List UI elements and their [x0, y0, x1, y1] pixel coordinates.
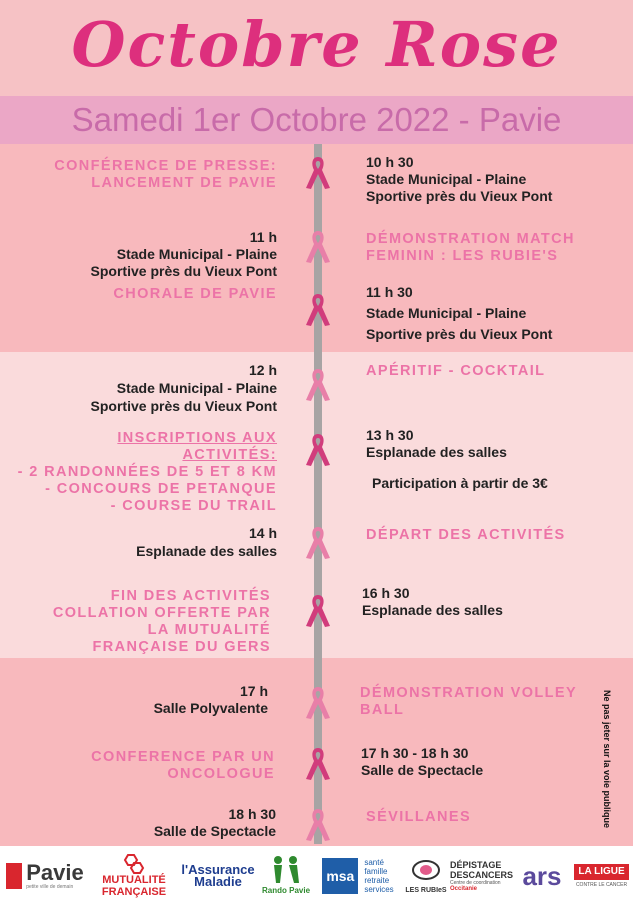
logo-msa [312, 846, 404, 906]
activity-line: LANCEMENT DE PAVIE [91, 175, 277, 191]
event-6-activity: DÉPART DES ACTIVITÉS [366, 527, 566, 543]
logo-text: LA LIGUE [574, 864, 628, 880]
event-time: 12 h [248, 362, 277, 378]
logo-text: Occitanie [450, 886, 478, 892]
activity-line: BALL [360, 702, 405, 718]
activity-line: FIN DES ACTIVITÉS [110, 588, 271, 604]
event-place: Stade Municipal - Plaine [116, 380, 277, 396]
event-5-price: Participation à partir de 3€ [372, 475, 548, 491]
activity-list-item: - 2 RANDONNÉES DE 5 ET 8 KM [17, 464, 277, 480]
hexagon-icon [121, 854, 147, 874]
logo-text: Rando Pavie [262, 886, 311, 895]
activity-line: DÉMONSTRATION MATCH [366, 231, 575, 247]
logo-text: FRANÇAISE [101, 886, 167, 898]
logo-rando-pavie [262, 846, 310, 906]
event-time: 13 h 30 [366, 427, 414, 443]
event-10-activity: SÉVILLANES [366, 809, 472, 825]
event-9-activity [91, 749, 275, 783]
activity-heading: INSCRIPTIONS AUX [117, 430, 277, 446]
sponsor-logos [0, 846, 633, 906]
activity-line: FRANÇAISE DU GERS [92, 639, 271, 655]
event-place: Esplanade des salles [362, 602, 503, 618]
event-place: Sportive près du Vieux Pont [90, 398, 277, 414]
logo-text: Maladie [194, 874, 242, 889]
activity-line: DÉMONSTRATION VOLLEY [360, 685, 578, 701]
pink-ribbon-icon [303, 684, 333, 722]
activity-line: LA MUTUALITÉ [147, 622, 271, 638]
pink-ribbon-icon [303, 431, 333, 469]
logo-rubies [404, 846, 448, 906]
logo-text: famille [364, 867, 388, 876]
logo-text: DÉPISTAGE [450, 860, 502, 870]
event-time: 14 h [248, 525, 277, 541]
logo-text: santé [364, 858, 384, 867]
event-place: Sportive près du Vieux Pont [90, 263, 277, 279]
logo-pavie [0, 846, 90, 906]
event-place: Salle de Spectacle [153, 823, 276, 839]
activity-line: CONFÉRENCE DE PRESSE: [54, 158, 277, 174]
pink-ribbon-icon [303, 806, 333, 844]
pink-ribbon-icon [303, 291, 333, 329]
logo-assurance-maladie [176, 846, 260, 906]
event-4-activity [366, 363, 545, 380]
logo-text: MUTUALITÉ [102, 874, 166, 886]
event-place: Sportive près du Vieux Pont [366, 188, 553, 204]
activity-heading: ACTIVITÉS: [182, 447, 277, 463]
logo-ars [516, 846, 568, 906]
event-5-activity [18, 430, 277, 515]
logo-text: LES RUBIeS [405, 887, 447, 894]
event-4-details [91, 361, 277, 415]
event-time: 10 h 30 [366, 154, 414, 170]
event-time: 16 h 30 [362, 585, 410, 601]
page-title: Octobre Rose [0, 0, 633, 96]
event-place: Salle de Spectacle [361, 762, 484, 778]
event-8-details [154, 683, 268, 717]
event-time: 11 h [249, 229, 277, 245]
event-3-activity [113, 286, 277, 303]
logo-text: petite ville de demain [26, 884, 74, 890]
activity-line: ONCOLOGUE [167, 766, 275, 782]
logo-text: CONTRE LE CANCER [575, 882, 628, 888]
event-1-activity [54, 158, 277, 192]
event-9-details [361, 745, 483, 779]
event-10-details [154, 806, 276, 840]
activity-list-item: - COURSE DU TRAIL [110, 498, 277, 514]
pink-ribbon-icon [303, 745, 333, 783]
event-time: 18 h 30 [228, 806, 276, 822]
activity-line: FEMININ : LES RUBIE'S [366, 248, 559, 264]
logo-text: DESCANCERS [450, 870, 514, 880]
event-place: Esplanade des salles [366, 444, 507, 460]
event-8-activity [360, 685, 577, 719]
hikers-icon [268, 855, 304, 885]
coat-of-arms-icon [6, 863, 22, 889]
activity-line: APÉRITIF - COCKTAIL [366, 363, 546, 379]
logo-text: ars [522, 860, 562, 891]
activity-line: CONFERENCE PAR UN [91, 749, 275, 765]
event-1-details [366, 154, 552, 205]
event-place: Esplanade des salles [136, 543, 277, 559]
event-time: 17 h 30 - 18 h 30 [361, 745, 469, 761]
logo-depistage [450, 846, 516, 906]
msa-mark: msa [322, 858, 358, 894]
event-6-details [136, 524, 277, 560]
event-7-activity [53, 588, 271, 656]
logo-text: retraite [364, 876, 390, 885]
pink-ribbon-icon [303, 524, 333, 562]
activity-line: CHORALE DE PAVIE [113, 286, 277, 302]
event-place: Salle Polyvalente [153, 700, 268, 716]
event-time: 17 h [239, 683, 268, 699]
logo-mutualite [94, 846, 174, 906]
logo-text: l'Assurance [181, 862, 255, 877]
logo-text: Pavie [26, 860, 84, 885]
pink-ribbon-icon [303, 366, 333, 404]
event-7-details [362, 585, 503, 619]
pink-ribbon-icon [303, 228, 333, 266]
event-place: Sportive près du Vieux Pont [366, 326, 553, 342]
event-2-details [91, 229, 277, 280]
event-place: Stade Municipal - Plaine [366, 305, 527, 321]
logo-la-ligue [570, 846, 633, 906]
activity-list-item: - CONCOURS DE PETANQUE [45, 481, 277, 497]
event-5-details [366, 427, 507, 461]
event-3-details [366, 282, 552, 345]
pink-ribbon-icon [303, 592, 333, 630]
event-2-activity [366, 231, 575, 265]
event-time: 11 h 30 [366, 284, 413, 300]
litter-notice: Ne pas jeter sur la voie publique [602, 690, 612, 829]
event-date-location: Samedi 1er Octobre 2022 - Pavie [0, 96, 633, 144]
rugby-ball-icon [411, 855, 441, 885]
pink-ribbon-icon [303, 154, 333, 192]
logo-text: services [364, 885, 394, 894]
event-place: Stade Municipal - Plaine [366, 171, 527, 187]
event-place: Stade Municipal - Plaine [116, 246, 277, 262]
activity-line: COLLATION OFFERTE PAR [52, 605, 271, 621]
logo-text: Centre de coordination [450, 880, 501, 886]
